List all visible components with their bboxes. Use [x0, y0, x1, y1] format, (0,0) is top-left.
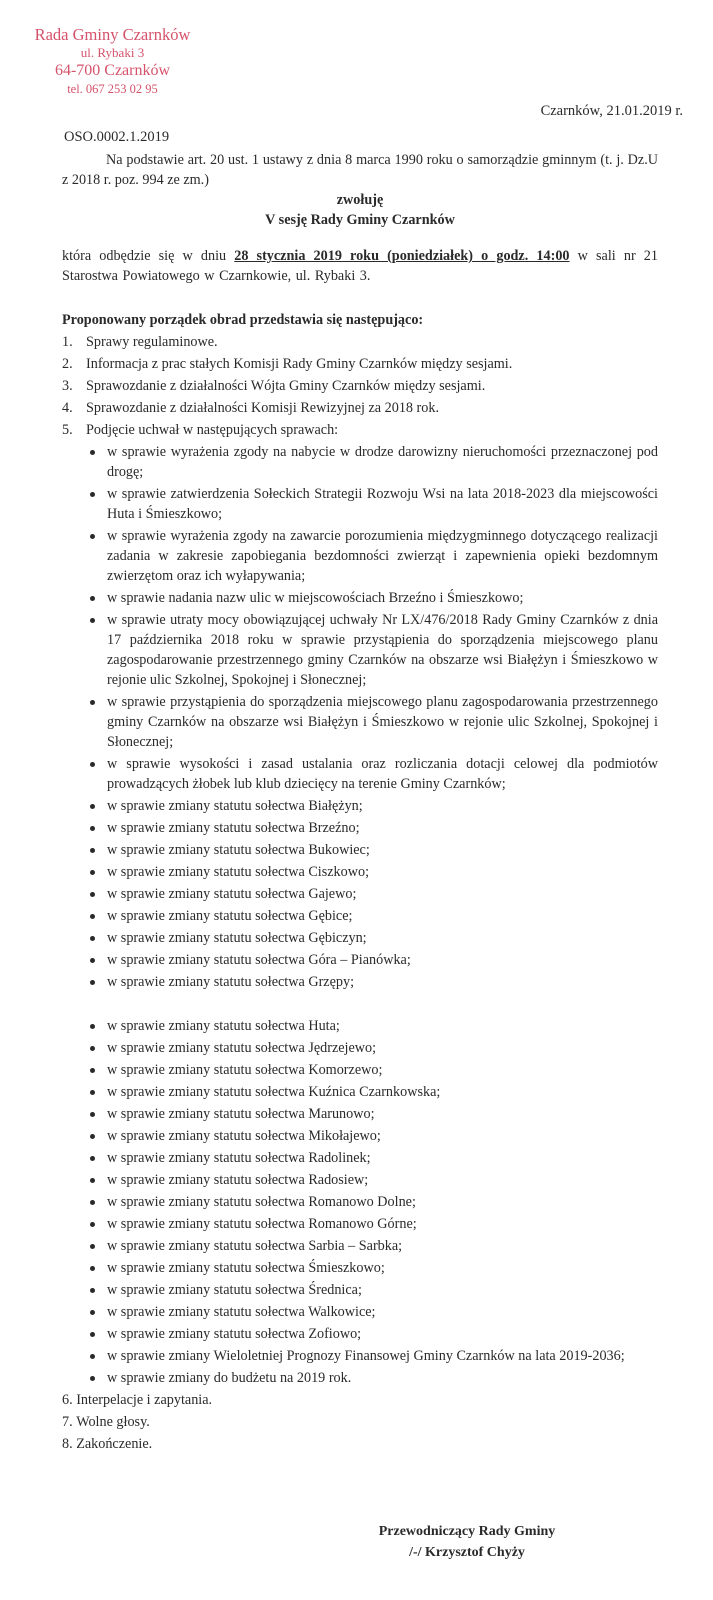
agenda-list-continued — [62, 1388, 658, 1454]
bullet-icon — [87, 1082, 107, 1102]
agenda-item — [62, 396, 658, 418]
bullet-icon — [87, 884, 107, 904]
agenda-item — [62, 330, 658, 352]
resolution-text: w sprawie nadania nazw ulic w miejscowościach Brzeźno i Śmieszkowo; — [107, 590, 524, 606]
agenda-item — [62, 352, 658, 374]
document-body — [62, 150, 658, 1454]
resolution-text: w sprawie zmiany statutu sołectwa Huta; — [107, 1018, 340, 1034]
resolution-item — [87, 948, 658, 970]
agenda-number: 4. — [62, 400, 73, 416]
resolution-text: w sprawie zmiany statutu sołectwa Sarbia – Sarbka; — [107, 1238, 403, 1254]
bullet-icon — [87, 906, 107, 926]
bullet-icon — [87, 1280, 107, 1300]
signature-name: /-/ Krzysztof Chyży — [409, 1545, 525, 1560]
resolution-text: w sprawie zmiany statutu sołectwa Średnica; — [107, 1282, 362, 1298]
meeting-prefix: która odbędzie się w dniu — [62, 248, 235, 264]
resolution-text: w sprawie zmiany statutu sołectwa Grzępy; — [107, 974, 355, 990]
legal-basis: Na podstawie art. 20 ust. 1 ustawy z dnia 8 marca 1990 roku o samorządzie gminnym (t. j. Dz.U z 2018 r. poz. 994 ze zm.) — [62, 152, 658, 188]
bullet-icon — [87, 1346, 107, 1366]
resolution-item — [87, 860, 658, 882]
resolution-item — [87, 816, 658, 838]
bullet-icon — [87, 754, 107, 794]
resolution-item — [87, 794, 658, 816]
bullet-icon — [87, 1302, 107, 1322]
session-title: V sesję Rady Gminy Czarnków — [265, 212, 455, 228]
resolution-text: w sprawie zmiany statutu sołectwa Marunowo; — [107, 1106, 375, 1122]
resolution-item — [87, 1168, 658, 1190]
bullet-icon — [87, 1368, 107, 1388]
resolution-text: w sprawie zmiany statutu sołectwa Romanowo Dolne; — [107, 1194, 416, 1210]
resolution-text: w sprawie wysokości i zasad ustalania oraz rozliczania dotacji celowej dla podmiotów prowadzących żłobek lub klub dziecięcy na terenie Gminy Czarnków; — [107, 756, 658, 792]
resolution-item — [87, 1278, 658, 1300]
resolution-item — [87, 1366, 658, 1388]
resolution-text: w sprawie zmiany statutu sołectwa Gębice; — [107, 908, 353, 924]
bullet-icon — [87, 1126, 107, 1146]
agenda-item — [62, 1432, 658, 1454]
bullet-icon — [87, 1104, 107, 1124]
resolution-item — [87, 1344, 658, 1366]
agenda-item — [62, 1410, 658, 1432]
resolution-item — [87, 1212, 658, 1234]
bullet-icon — [87, 796, 107, 816]
resolution-item — [87, 904, 658, 926]
agenda-list — [62, 330, 658, 440]
agenda-text: Informacja z prac stałych Komisji Rady Gminy Czarnków między sesjami. — [86, 356, 513, 372]
resolution-text: w sprawie zmiany statutu sołectwa Zofiowo; — [107, 1326, 362, 1342]
resolution-text: w sprawie wyrażenia zgody na nabycie w drodze darowizny nieruchomości przeznaczonej pod drogę; — [107, 444, 658, 480]
bullet-icon — [87, 1258, 107, 1278]
resolution-item — [87, 440, 658, 482]
resolution-text: w sprawie zmiany do budżetu na 2019 rok. — [107, 1370, 352, 1386]
bullet-icon — [87, 840, 107, 860]
resolution-item — [87, 586, 658, 608]
resolution-item — [87, 1058, 658, 1080]
resolution-item — [87, 690, 658, 752]
resolution-item — [87, 524, 658, 586]
resolutions-list — [62, 440, 658, 1388]
resolution-text: w sprawie zmiany statutu sołectwa Gajewo; — [107, 886, 357, 902]
resolution-item — [87, 752, 658, 794]
resolution-item — [87, 1234, 658, 1256]
bullet-icon — [87, 818, 107, 838]
agenda-item — [62, 1388, 658, 1410]
resolution-item — [87, 1124, 658, 1146]
resolution-item — [87, 882, 658, 904]
resolution-text: w sprawie zmiany statutu sołectwa Jędrzejewo; — [107, 1040, 377, 1056]
resolution-text: w sprawie zmiany statutu sołectwa Walkowice; — [107, 1304, 376, 1320]
bullet-icon — [87, 1148, 107, 1168]
agenda-item — [62, 374, 658, 396]
resolution-item — [87, 1146, 658, 1168]
resolution-text: w sprawie zatwierdzenia Sołeckich Strategii Rozwoju Wsi na lata 2018-2023 dla miejscowości Huta i Śmieszkowo; — [107, 486, 658, 522]
meeting-location: w sali nr 21 Starostwa Powiatowego w Czarnkowie, ul. Rybaki 3. — [62, 248, 658, 284]
bullet-icon — [87, 1060, 107, 1080]
signature-block — [352, 1521, 582, 1563]
resolution-text: w sprawie zmiany statutu sołectwa Brzeźno; — [107, 820, 360, 836]
bullet-icon — [87, 972, 107, 992]
bullet-icon — [87, 1170, 107, 1190]
resolution-text: w sprawie zmiany statutu sołectwa Góra – Pianówka; — [107, 952, 411, 968]
agenda-title: Proponowany porządek obrad przedstawia się następująco: — [62, 312, 424, 328]
signature-title: Przewodniczący Rady Gminy — [378, 1524, 556, 1539]
bullet-icon — [87, 484, 107, 524]
bullet-icon — [87, 1236, 107, 1256]
resolution-item — [87, 1080, 658, 1102]
resolution-text: w sprawie zmiany statutu sołectwa Komorzewo; — [107, 1062, 383, 1078]
resolution-text: w sprawie zmiany statutu sołectwa Mikołajewo; — [107, 1128, 381, 1144]
resolution-item — [87, 1102, 658, 1124]
agenda-number: 1. — [62, 334, 73, 350]
agenda-text: Sprawozdanie z działalności Wójta Gminy Czarnków między sesjami. — [86, 378, 486, 394]
bullet-icon — [87, 610, 107, 690]
bullet-icon — [87, 950, 107, 970]
agenda-text: Podjęcie uchwał w następujących sprawach: — [86, 422, 339, 438]
resolution-item — [87, 608, 658, 690]
agenda-text: Sprawozdanie z działalności Komisji Rewizyjnej za 2018 rok. — [86, 400, 440, 416]
resolution-text: w sprawie zmiany statutu sołectwa Białężyn; — [107, 798, 363, 814]
bullet-icon — [87, 692, 107, 752]
agenda-number: 7. — [62, 1414, 73, 1430]
council-phone: tel. 067 253 02 95 — [67, 81, 158, 96]
resolution-text: w sprawie przystąpienia do sporządzenia miejscowego planu zagospodarowania przestrzennego gminy Czarnków na obszarze wsi Białężyn i Śmieszkowo w rejonie ulic Szkolnej, Spokojnej i Słonecznej; — [107, 694, 658, 750]
bullet-icon — [87, 1038, 107, 1058]
agenda-number: 5. — [62, 422, 73, 438]
resolution-item — [87, 1014, 658, 1036]
reference-number: OSO.0002.1.2019 — [64, 129, 170, 145]
resolution-text: w sprawie zmiany statutu sołectwa Bukowiec; — [107, 842, 370, 858]
resolution-item — [87, 926, 658, 948]
resolution-text: w sprawie zmiany statutu sołectwa Gębiczyn; — [107, 930, 367, 946]
bullet-icon — [87, 1192, 107, 1212]
resolution-item — [87, 970, 658, 992]
bullet-icon — [87, 588, 107, 608]
agenda-number: 8. — [62, 1436, 73, 1452]
resolution-text: w sprawie zmiany statutu sołectwa Radolinek; — [107, 1150, 371, 1166]
meeting-datetime: 28 stycznia 2019 roku (poniedziałek) o godz. 14:00 — [234, 248, 570, 264]
resolution-text: w sprawie zmiany statutu sołectwa Kuźnica Czarnkowska; — [107, 1084, 441, 1100]
place-date: Czarnków, 21.01.2019 r. — [540, 103, 683, 119]
resolution-item — [87, 838, 658, 860]
bullet-icon — [87, 1016, 107, 1036]
resolution-item — [87, 1036, 658, 1058]
bullet-icon — [87, 928, 107, 948]
resolution-text: w sprawie utraty mocy obowiązującej uchwały Nr LX/476/2018 Rady Gminy Czarnków z dnia 17 października 2018 roku w sprawie przystąpienia do sporządzenia miejscowego planu zagospodarowanie przestrzennego gminy Czarnków na obszarze wsi Białężyn i Śmieszkowo w rejonie ulic Szkolnej, Spokojnej i Słonecznej; — [107, 612, 658, 688]
meeting-info — [62, 246, 658, 286]
bullet-icon — [87, 862, 107, 882]
agenda-text: Zakończenie. — [76, 1436, 153, 1452]
agenda-text: Wolne głosy. — [76, 1414, 150, 1430]
council-name: Rada Gminy Czarnków — [34, 25, 191, 44]
agenda-text: Interpelacje i zapytania. — [76, 1392, 213, 1408]
resolution-item — [87, 1256, 658, 1278]
council-street: ul. Rybaki 3 — [80, 45, 145, 61]
resolution-text: w sprawie zmiany statutu sołectwa Romanowo Górne; — [107, 1216, 417, 1232]
resolution-item — [87, 1322, 658, 1344]
bullet-icon — [87, 1214, 107, 1234]
agenda-number: 2. — [62, 356, 73, 372]
resolution-text: w sprawie zmiany statutu sołectwa Ciszkowo; — [107, 864, 370, 880]
bullet-icon — [87, 1324, 107, 1344]
letterhead — [20, 26, 205, 96]
resolution-item — [87, 1190, 658, 1212]
list-gap — [87, 992, 658, 1014]
agenda-text: Sprawy regulaminowe. — [86, 334, 218, 350]
resolution-item — [87, 1300, 658, 1322]
agenda-number: 3. — [62, 378, 73, 394]
resolution-text: w sprawie zmiany statutu sołectwa Radosiew; — [107, 1172, 369, 1188]
council-city: 64-700 Czarnków — [54, 61, 171, 79]
resolution-text: w sprawie zmiany Wieloletniej Prognozy Finansowej Gminy Czarnków na lata 2019-2036; — [107, 1348, 625, 1364]
bullet-icon — [87, 442, 107, 482]
resolution-text: w sprawie wyrażenia zgody na zawarcie porozumienia międzygminnego dotyczącego realizacji zadania w zakresie zapobiegania bezdomności zwierząt i zapewnienia opieki bezdomnym zwierzętom oraz ich wyłapywania; — [107, 528, 658, 584]
convene-heading: zwołuję — [336, 192, 384, 208]
bullet-icon — [87, 526, 107, 586]
agenda-item — [62, 418, 658, 440]
resolution-text: w sprawie zmiany statutu sołectwa Śmieszkowo; — [107, 1260, 385, 1276]
agenda-number: 6. — [62, 1392, 73, 1408]
resolution-item — [87, 482, 658, 524]
